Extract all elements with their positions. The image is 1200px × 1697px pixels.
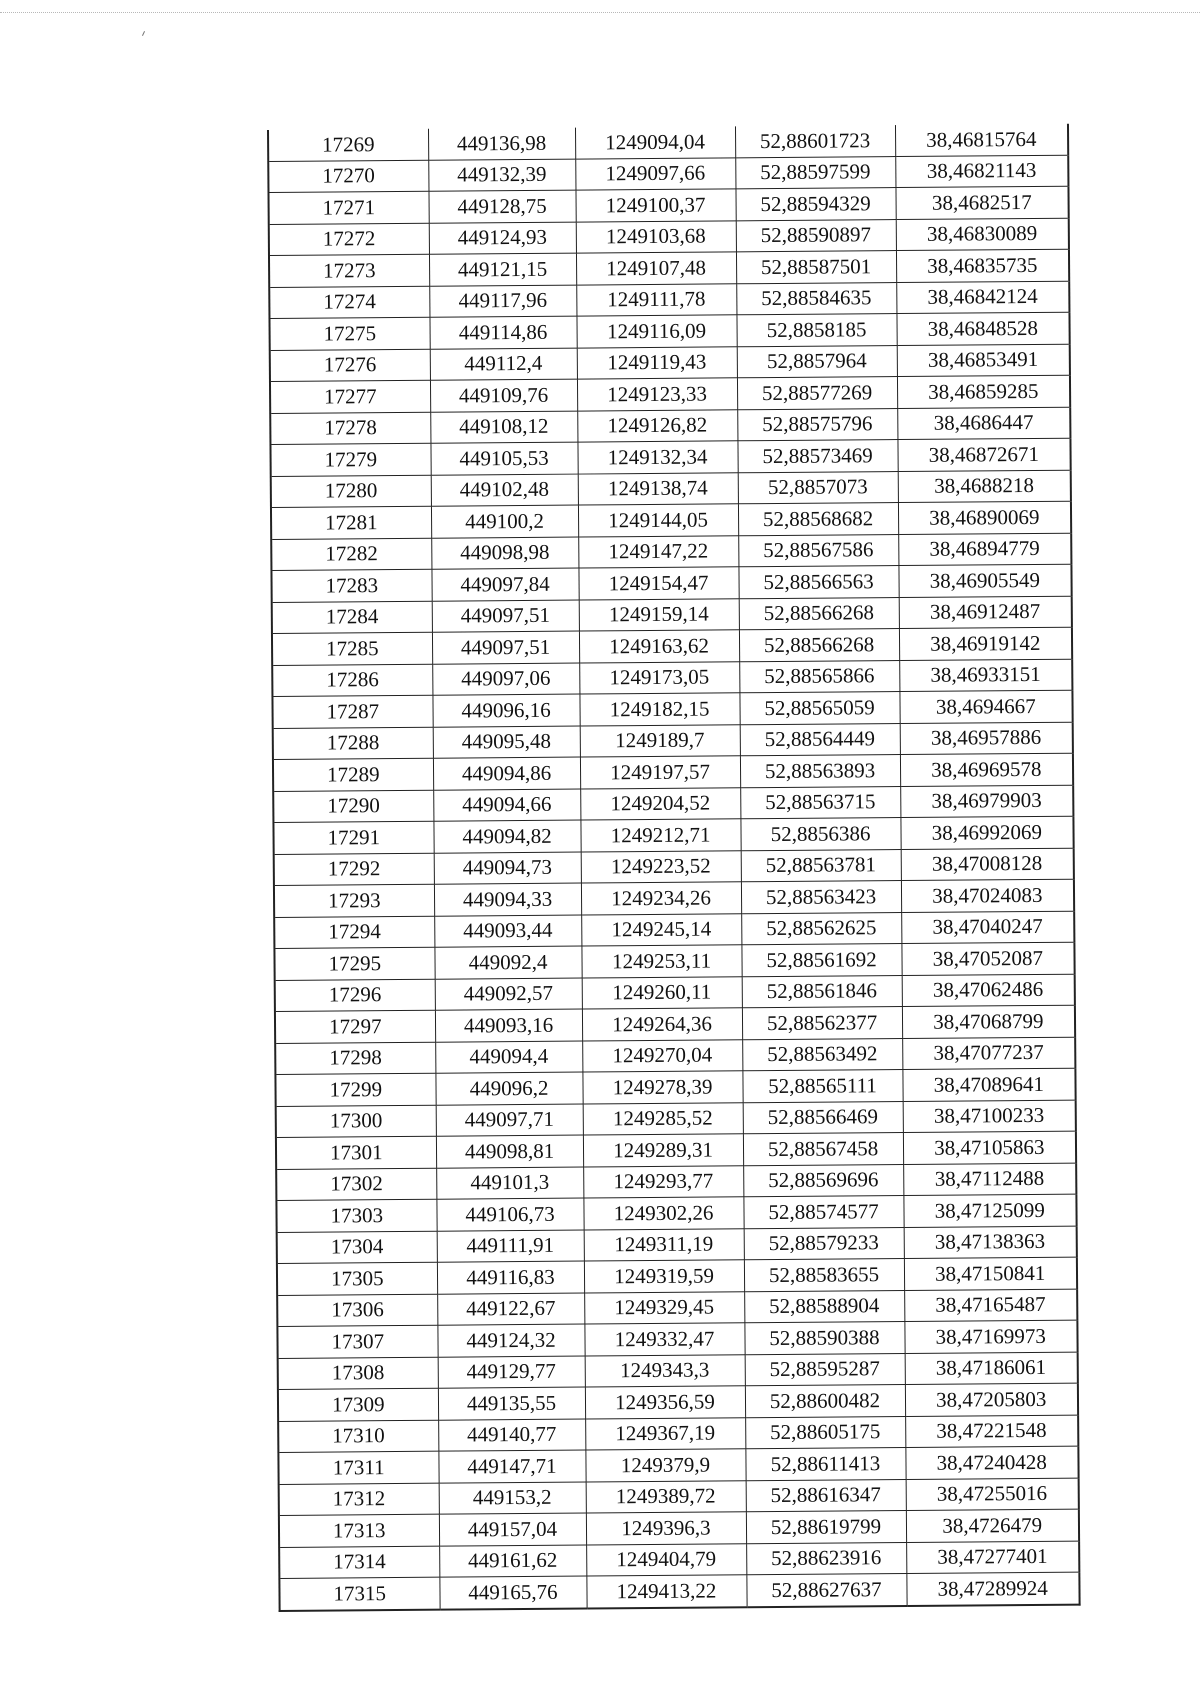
point-number-cell: 17285	[272, 632, 432, 665]
point-number-cell: 17294	[274, 916, 434, 949]
point-number-cell: 17314	[279, 1546, 439, 1579]
longitude-cell: 38,46992069	[900, 816, 1073, 849]
y-coordinate-cell: 1249343,3	[585, 1354, 745, 1387]
latitude-cell: 52,88601723	[735, 125, 895, 157]
x-coordinate-cell: 449128,75	[428, 190, 575, 223]
point-number-cell: 17288	[273, 727, 433, 760]
latitude-cell: 52,88569696	[743, 1164, 903, 1197]
latitude-cell: 52,88563492	[742, 1038, 902, 1071]
y-coordinate-cell: 1249329,45	[584, 1291, 744, 1324]
x-coordinate-cell: 449122,67	[437, 1293, 584, 1326]
point-number-cell: 17279	[270, 443, 430, 476]
point-number-cell: 17312	[279, 1483, 439, 1516]
latitude-cell: 52,88561692	[741, 944, 901, 977]
latitude-cell: 52,88563781	[741, 849, 901, 882]
latitude-cell: 52,88574577	[743, 1196, 903, 1229]
point-number-cell: 17278	[270, 412, 430, 445]
latitude-cell: 52,88562377	[742, 1007, 902, 1040]
longitude-cell: 38,46933151	[899, 659, 1072, 692]
y-coordinate-cell: 1249154,47	[578, 567, 738, 600]
latitude-cell: 52,88583655	[744, 1259, 904, 1292]
point-number-cell: 17284	[272, 601, 432, 634]
x-coordinate-cell: 449095,48	[433, 726, 580, 759]
x-coordinate-cell: 449094,73	[434, 852, 581, 885]
x-coordinate-cell: 449094,66	[433, 789, 580, 822]
point-number-cell: 17297	[275, 1010, 435, 1043]
latitude-cell: 52,88587501	[736, 251, 896, 284]
longitude-cell: 38,46830089	[896, 218, 1069, 251]
longitude-cell: 38,47077237	[902, 1037, 1075, 1070]
x-coordinate-cell: 449147,71	[438, 1450, 585, 1483]
latitude-cell: 52,88595287	[745, 1353, 905, 1386]
point-number-cell: 17289	[273, 758, 433, 791]
x-coordinate-cell: 449124,93	[429, 222, 576, 255]
longitude-cell: 38,47205803	[905, 1383, 1078, 1416]
point-number-cell: 17296	[275, 979, 435, 1012]
x-coordinate-cell: 449116,83	[437, 1261, 584, 1294]
latitude-cell: 52,88566268	[739, 629, 899, 662]
point-number-cell: 17306	[277, 1294, 437, 1327]
latitude-cell: 52,88623916	[746, 1542, 906, 1575]
latitude-cell: 52,88567458	[743, 1133, 903, 1166]
longitude-cell: 38,47008128	[901, 848, 1074, 881]
latitude-cell: 52,88584635	[736, 282, 896, 315]
longitude-cell: 38,4726479	[906, 1509, 1079, 1542]
y-coordinate-cell: 1249260,11	[582, 976, 742, 1009]
point-number-cell: 17277	[270, 380, 430, 413]
y-coordinate-cell: 1249245,14	[581, 913, 741, 946]
y-coordinate-cell: 1249173,05	[579, 661, 739, 694]
y-coordinate-cell: 1249212,71	[580, 819, 740, 852]
y-coordinate-cell: 1249379,9	[585, 1449, 745, 1482]
longitude-cell: 38,47138363	[904, 1226, 1077, 1259]
coordinates-table-body	[268, 124, 1080, 1611]
y-coordinate-cell: 1249285,52	[583, 1102, 743, 1135]
longitude-cell: 38,4694667	[899, 690, 1072, 723]
longitude-cell: 38,4686447	[897, 407, 1070, 440]
x-coordinate-cell: 449132,39	[428, 159, 575, 192]
x-coordinate-cell: 449106,73	[436, 1198, 583, 1231]
x-coordinate-cell: 449092,4	[434, 946, 581, 979]
y-coordinate-cell: 1249270,04	[582, 1039, 742, 1072]
x-coordinate-cell: 449097,06	[432, 663, 579, 696]
point-number-cell: 17311	[278, 1451, 438, 1484]
y-coordinate-cell: 1249311,19	[584, 1228, 744, 1261]
coordinates-table	[267, 124, 1081, 1612]
point-number-cell: 17301	[276, 1136, 436, 1169]
latitude-cell: 52,88563715	[740, 786, 900, 819]
latitude-cell: 52,88566563	[738, 566, 898, 599]
x-coordinate-cell: 449153,2	[439, 1482, 586, 1515]
longitude-cell: 38,47024083	[901, 879, 1074, 912]
y-coordinate-cell: 1249159,14	[579, 598, 739, 631]
point-number-cell: 17273	[269, 254, 429, 287]
latitude-cell: 52,88627637	[746, 1574, 906, 1607]
latitude-cell: 52,88590388	[744, 1322, 904, 1355]
x-coordinate-cell: 449124,32	[437, 1324, 584, 1357]
latitude-cell: 52,88611413	[745, 1448, 905, 1481]
point-number-cell: 17286	[272, 664, 432, 697]
latitude-cell: 52,88561846	[742, 975, 902, 1008]
point-number-cell: 17305	[277, 1262, 437, 1295]
longitude-cell: 38,47277401	[906, 1541, 1079, 1574]
latitude-cell: 52,8857964	[737, 345, 897, 378]
y-coordinate-cell: 1249126,82	[577, 409, 737, 442]
x-coordinate-cell: 449094,82	[433, 820, 580, 853]
latitude-cell: 52,88597599	[735, 156, 895, 189]
x-coordinate-cell: 449100,2	[431, 505, 578, 538]
x-coordinate-cell: 449135,55	[438, 1387, 585, 1420]
y-coordinate-cell: 1249319,59	[584, 1260, 744, 1293]
x-coordinate-cell: 449105,53	[430, 442, 577, 475]
point-number-cell: 17281	[271, 506, 431, 539]
latitude-cell: 52,88564449	[740, 723, 900, 756]
latitude-cell: 52,88594329	[735, 188, 895, 221]
x-coordinate-cell: 449098,81	[436, 1135, 583, 1168]
y-coordinate-cell: 1249404,79	[586, 1543, 746, 1576]
longitude-cell: 38,47112488	[903, 1163, 1076, 1196]
longitude-cell: 38,47289924	[906, 1572, 1079, 1605]
longitude-cell: 38,46848528	[896, 312, 1069, 345]
latitude-cell: 52,8856386	[740, 818, 900, 851]
latitude-cell: 52,88579233	[744, 1227, 904, 1260]
y-coordinate-cell: 1249119,43	[577, 346, 737, 379]
x-coordinate-cell: 449108,12	[430, 411, 577, 444]
y-coordinate-cell: 1249116,09	[576, 315, 736, 348]
y-coordinate-cell: 1249144,05	[578, 504, 738, 537]
longitude-cell: 38,47169973	[904, 1320, 1077, 1353]
latitude-cell: 52,88563423	[741, 881, 901, 914]
point-number-cell: 17272	[269, 223, 429, 256]
latitude-cell: 52,88600482	[745, 1385, 905, 1418]
longitude-cell: 38,47240428	[905, 1446, 1078, 1479]
x-coordinate-cell: 449094,86	[433, 757, 580, 790]
x-coordinate-cell: 449161,62	[439, 1545, 586, 1578]
point-number-cell: 17303	[276, 1199, 436, 1232]
point-number-cell: 17302	[276, 1168, 436, 1201]
y-coordinate-cell: 1249278,39	[582, 1071, 742, 1104]
point-number-cell: 17287	[272, 695, 432, 728]
point-number-cell: 17299	[275, 1073, 435, 1106]
point-number-cell: 17274	[269, 286, 429, 319]
x-coordinate-cell: 449093,16	[435, 1009, 582, 1042]
x-coordinate-cell: 449093,44	[434, 915, 581, 948]
y-coordinate-cell: 1249147,22	[578, 535, 738, 568]
latitude-cell: 52,88590897	[736, 219, 896, 252]
point-number-cell: 17310	[278, 1420, 438, 1453]
y-coordinate-cell: 1249413,22	[586, 1575, 746, 1608]
longitude-cell: 38,46842124	[896, 281, 1069, 314]
point-number-cell: 17282	[271, 538, 431, 571]
longitude-cell: 38,46957886	[900, 722, 1073, 755]
x-coordinate-cell: 449140,77	[438, 1419, 585, 1452]
x-coordinate-cell: 449129,77	[438, 1356, 585, 1389]
longitude-cell: 38,46821143	[895, 155, 1068, 188]
y-coordinate-cell: 1249123,33	[577, 378, 737, 411]
x-coordinate-cell: 449094,4	[435, 1041, 582, 1074]
x-coordinate-cell: 449101,3	[436, 1167, 583, 1200]
longitude-cell: 38,46912487	[899, 596, 1072, 629]
x-coordinate-cell: 449112,4	[430, 348, 577, 381]
latitude-cell: 52,88563893	[740, 755, 900, 788]
y-coordinate-cell: 1249253,11	[581, 945, 741, 978]
y-coordinate-cell: 1249293,77	[583, 1165, 743, 1198]
y-coordinate-cell: 1249367,19	[585, 1417, 745, 1450]
latitude-cell: 52,88567586	[738, 534, 898, 567]
y-coordinate-cell: 1249103,68	[576, 220, 736, 253]
point-number-cell: 17295	[274, 947, 434, 980]
x-coordinate-cell: 449097,84	[431, 568, 578, 601]
longitude-cell: 38,46872671	[897, 438, 1070, 471]
longitude-cell: 38,46815764	[895, 124, 1068, 156]
point-number-cell: 17298	[275, 1042, 435, 1075]
point-number-cell: 17308	[278, 1357, 438, 1390]
latitude-cell: 52,88566268	[739, 597, 899, 630]
latitude-cell: 52,88565111	[742, 1070, 902, 1103]
x-coordinate-cell: 449157,04	[439, 1513, 586, 1546]
longitude-cell: 38,47089641	[902, 1068, 1075, 1101]
x-coordinate-cell: 449121,15	[429, 253, 576, 286]
y-coordinate-cell: 1249138,74	[578, 472, 738, 505]
y-coordinate-cell: 1249189,7	[580, 724, 740, 757]
longitude-cell: 38,46859285	[897, 375, 1070, 408]
point-number-cell: 17280	[271, 475, 431, 508]
longitude-cell: 38,47165487	[904, 1289, 1077, 1322]
y-coordinate-cell: 1249094,04	[575, 126, 735, 158]
point-number-cell: 17276	[270, 349, 430, 382]
x-coordinate-cell: 449096,16	[432, 694, 579, 727]
point-number-cell: 17313	[279, 1514, 439, 1547]
x-coordinate-cell: 449094,33	[434, 883, 581, 916]
table-row	[279, 1572, 1079, 1610]
latitude-cell: 52,88562625	[741, 912, 901, 945]
x-coordinate-cell: 449097,51	[432, 631, 579, 664]
latitude-cell: 52,88605175	[745, 1416, 905, 1449]
x-coordinate-cell: 449136,98	[428, 128, 575, 160]
scan-edge-line	[0, 12, 1200, 13]
y-coordinate-cell: 1249302,26	[583, 1197, 743, 1230]
y-coordinate-cell: 1249356,59	[585, 1386, 745, 1419]
longitude-cell: 38,46919142	[899, 627, 1072, 660]
latitude-cell: 52,88565059	[739, 692, 899, 725]
point-number-cell: 17307	[277, 1325, 437, 1358]
point-number-cell: 17271	[268, 191, 428, 224]
longitude-cell: 38,47100233	[903, 1100, 1076, 1133]
longitude-cell: 38,47221548	[905, 1415, 1078, 1448]
y-coordinate-cell: 1249223,52	[581, 850, 741, 883]
latitude-cell: 52,88575796	[737, 408, 897, 441]
x-coordinate-cell: 449102,48	[431, 474, 578, 507]
x-coordinate-cell: 449165,76	[439, 1576, 586, 1609]
y-coordinate-cell: 1249204,52	[580, 787, 740, 820]
latitude-cell: 52,88568682	[738, 503, 898, 536]
longitude-cell: 38,47150841	[904, 1257, 1077, 1290]
longitude-cell: 38,46853491	[897, 344, 1070, 377]
point-number-cell: 17290	[273, 790, 433, 823]
y-coordinate-cell: 1249389,72	[586, 1480, 746, 1513]
longitude-cell: 38,47186061	[905, 1352, 1078, 1385]
latitude-cell: 52,88565866	[739, 660, 899, 693]
y-coordinate-cell: 1249163,62	[579, 630, 739, 663]
point-number-cell: 17304	[277, 1231, 437, 1264]
y-coordinate-cell: 1249111,78	[576, 283, 736, 316]
latitude-cell: 52,88566469	[743, 1101, 903, 1134]
latitude-cell: 52,8858185	[736, 314, 896, 347]
point-number-cell: 17300	[276, 1105, 436, 1138]
longitude-cell: 38,47125099	[903, 1194, 1076, 1227]
scan-speck-mark	[142, 31, 145, 36]
point-number-cell: 17309	[278, 1388, 438, 1421]
x-coordinate-cell: 449097,71	[436, 1104, 583, 1137]
y-coordinate-cell: 1249332,47	[584, 1323, 744, 1356]
longitude-cell: 38,47105863	[903, 1131, 1076, 1164]
latitude-cell: 52,88619799	[746, 1511, 906, 1544]
point-number-cell: 17270	[268, 160, 428, 193]
y-coordinate-cell: 1249100,37	[575, 189, 735, 222]
longitude-cell: 38,46835735	[896, 249, 1069, 282]
x-coordinate-cell: 449114,86	[429, 316, 576, 349]
latitude-cell: 52,88577269	[737, 377, 897, 410]
point-number-cell: 17291	[273, 821, 433, 854]
x-coordinate-cell: 449097,51	[432, 600, 579, 633]
longitude-cell: 38,47255016	[906, 1478, 1079, 1511]
y-coordinate-cell: 1249182,15	[579, 693, 739, 726]
x-coordinate-cell: 449109,76	[430, 379, 577, 412]
latitude-cell: 52,88573469	[737, 440, 897, 473]
y-coordinate-cell: 1249132,34	[577, 441, 737, 474]
longitude-cell: 38,47040247	[901, 911, 1074, 944]
y-coordinate-cell: 1249097,66	[575, 157, 735, 190]
point-number-cell: 17283	[271, 569, 431, 602]
latitude-cell: 52,88588904	[744, 1290, 904, 1323]
point-number-cell: 17293	[274, 884, 434, 917]
x-coordinate-cell: 449111,91	[437, 1230, 584, 1263]
longitude-cell: 38,46905549	[898, 564, 1071, 597]
longitude-cell: 38,46894779	[898, 533, 1071, 566]
longitude-cell: 38,46969578	[900, 753, 1073, 786]
longitude-cell: 38,46979903	[900, 785, 1073, 818]
y-coordinate-cell: 1249289,31	[583, 1134, 743, 1167]
x-coordinate-cell: 449117,96	[429, 285, 576, 318]
y-coordinate-cell: 1249396,3	[586, 1512, 746, 1545]
y-coordinate-cell: 1249197,57	[580, 756, 740, 789]
longitude-cell: 38,47052087	[901, 942, 1074, 975]
x-coordinate-cell: 449098,98	[431, 537, 578, 570]
y-coordinate-cell: 1249107,48	[576, 252, 736, 285]
x-coordinate-cell: 449092,57	[435, 978, 582, 1011]
longitude-cell: 38,4688218	[898, 470, 1071, 503]
y-coordinate-cell: 1249264,36	[582, 1008, 742, 1041]
point-number-cell: 17292	[274, 853, 434, 886]
y-coordinate-cell: 1249234,26	[581, 882, 741, 915]
point-number-cell: 17275	[269, 317, 429, 350]
x-coordinate-cell: 449096,2	[435, 1072, 582, 1105]
latitude-cell: 52,8857073	[738, 471, 898, 504]
longitude-cell: 38,47062486	[902, 974, 1075, 1007]
longitude-cell: 38,4682517	[895, 186, 1068, 219]
longitude-cell: 38,46890069	[898, 501, 1071, 534]
point-number-cell: 17315	[279, 1577, 439, 1610]
point-number-cell: 17269	[268, 129, 428, 161]
latitude-cell: 52,88616347	[746, 1479, 906, 1512]
longitude-cell: 38,47068799	[902, 1005, 1075, 1038]
